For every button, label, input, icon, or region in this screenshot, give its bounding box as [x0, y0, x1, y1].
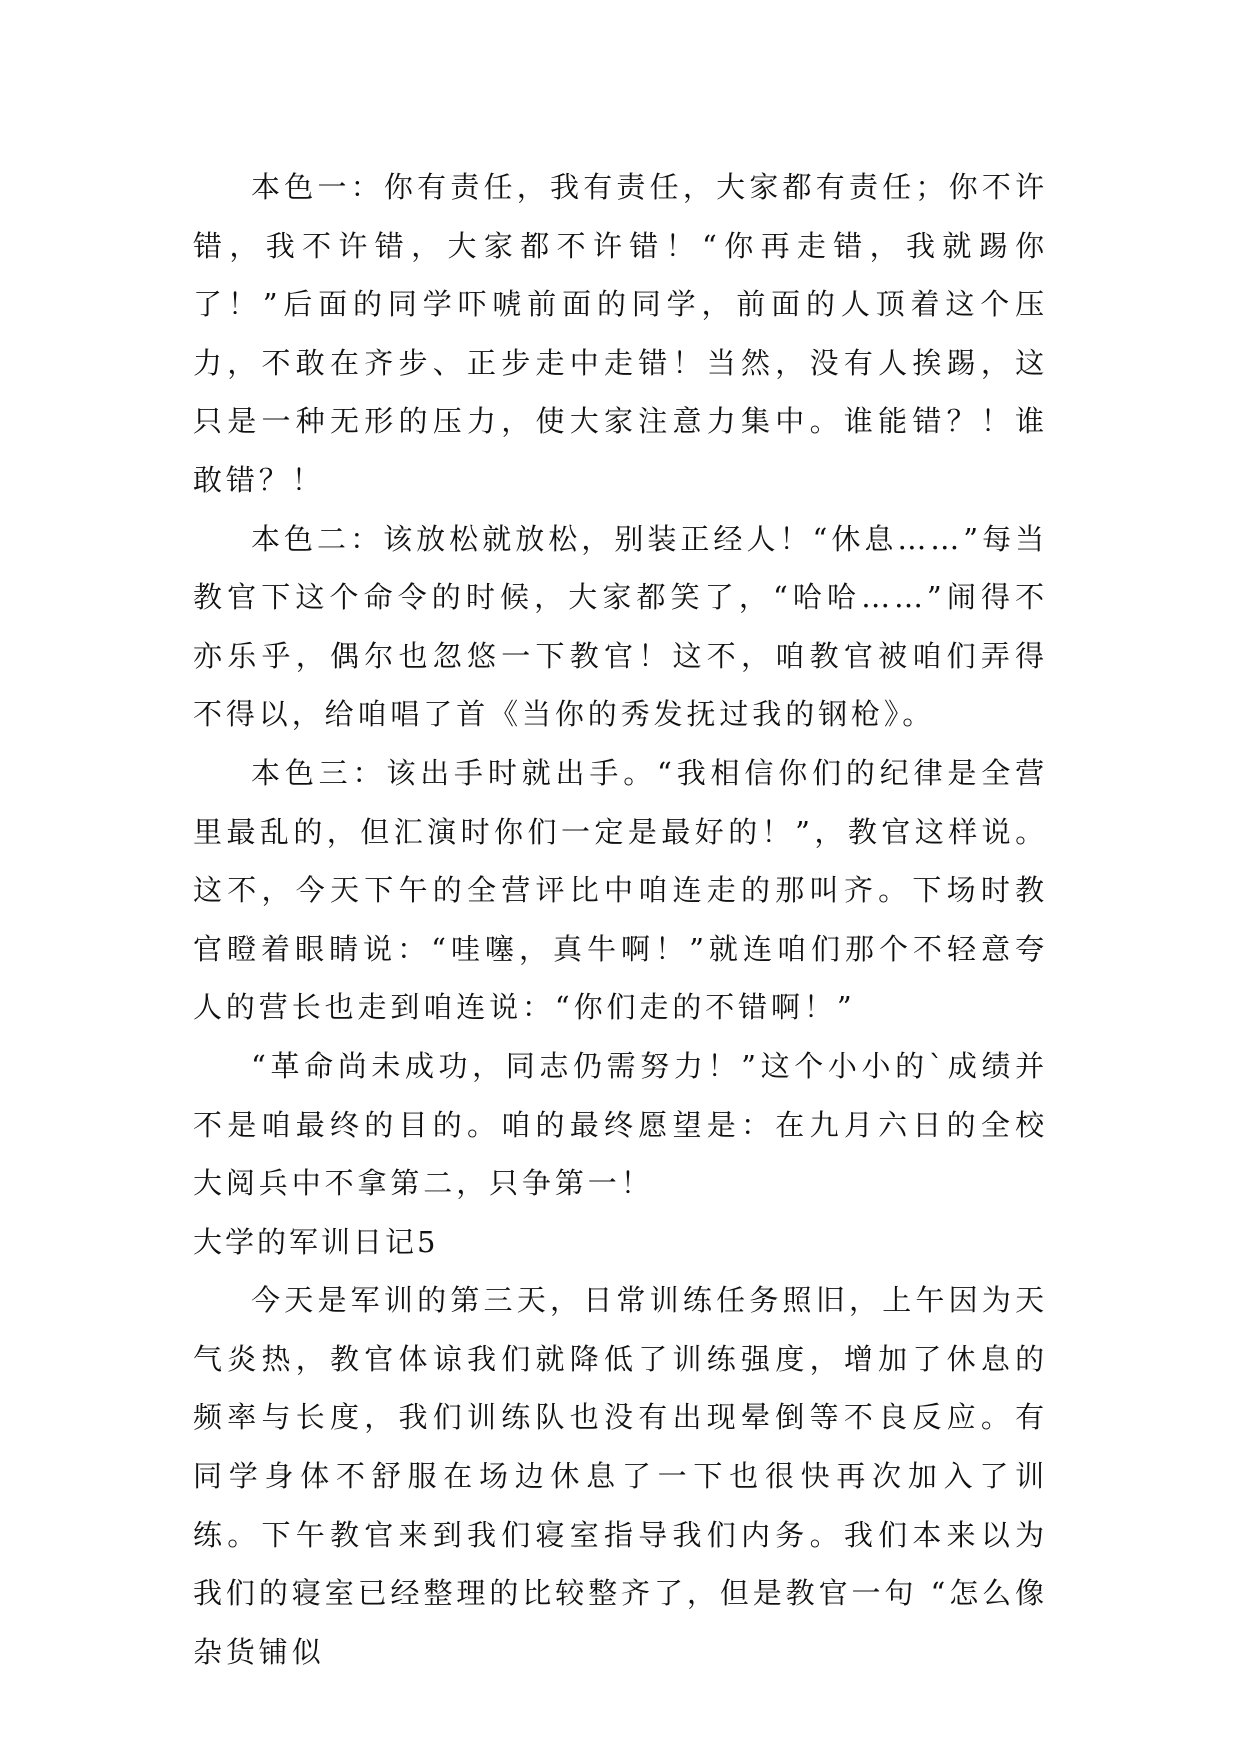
document-page — [193, 158, 1048, 1681]
paragraph-color-three: 本色三：该出手时就出手。“我相信你们的纪律是全营里最乱的，但汇演时你们一定是最好的！”，教官这样说。这不，今天下午的全营评比中咱连走的那叫齐。下场时教官瞪着眼睛说：“哇噻，真牛啊！”就连咱们那个不轻意夸人的营长也走到咱连说：“你们走的不错啊！” — [193, 755, 1048, 1025]
paragraph-revolution: “革命尚未成功，同志仍需努力！”这个小小的`成绩并不是咱最终的目的。咱的最终愿望是：在九月六日的全校大阅兵中不拿第二，只争第一！ — [193, 1048, 1048, 1201]
paragraph-color-two: 本色二：该放松就放松，别装正经人！“休息……”每当教官下这个命令的时候，大家都笑了，“哈哈……”闹得不亦乐乎，偶尔也忽悠一下教官！这不，咱教官被咱们弄得不得以，给咱唱了首《当你的秀发抚过我的钢枪》。 — [193, 521, 1048, 732]
paragraph-color-one: 本色一：你有责任，我有责任，大家都有责任；你不许错，我不许错，大家都不许错！“你再走错，我就踢你了！”后面的同学吓唬前面的同学，前面的人顶着这个压力，不敢在齐步、正步走中走错！当然，没有人挨踢，这只是一种无形的压力，使大家注意力集中。谁能错？！谁敢错？！ — [193, 170, 1048, 497]
section-heading: 大学的军训日记5 — [193, 1224, 439, 1259]
paragraph-day-three: 今天是军训的第三天，日常训练任务照旧，上午因为天气炎热，教官体谅我们就降低了训练强度，增加了休息的频率与长度，我们训练队也没有出现晕倒等不良反应。有同学身体不舒服在场边休息了一下也很快再次加入了训练。下午教官来到我们寝室指导我们内务。我们本来以为我们的寝室已经整理的比较整齐了，但是教官一句 “怎么像杂货铺似 — [193, 1283, 1048, 1669]
